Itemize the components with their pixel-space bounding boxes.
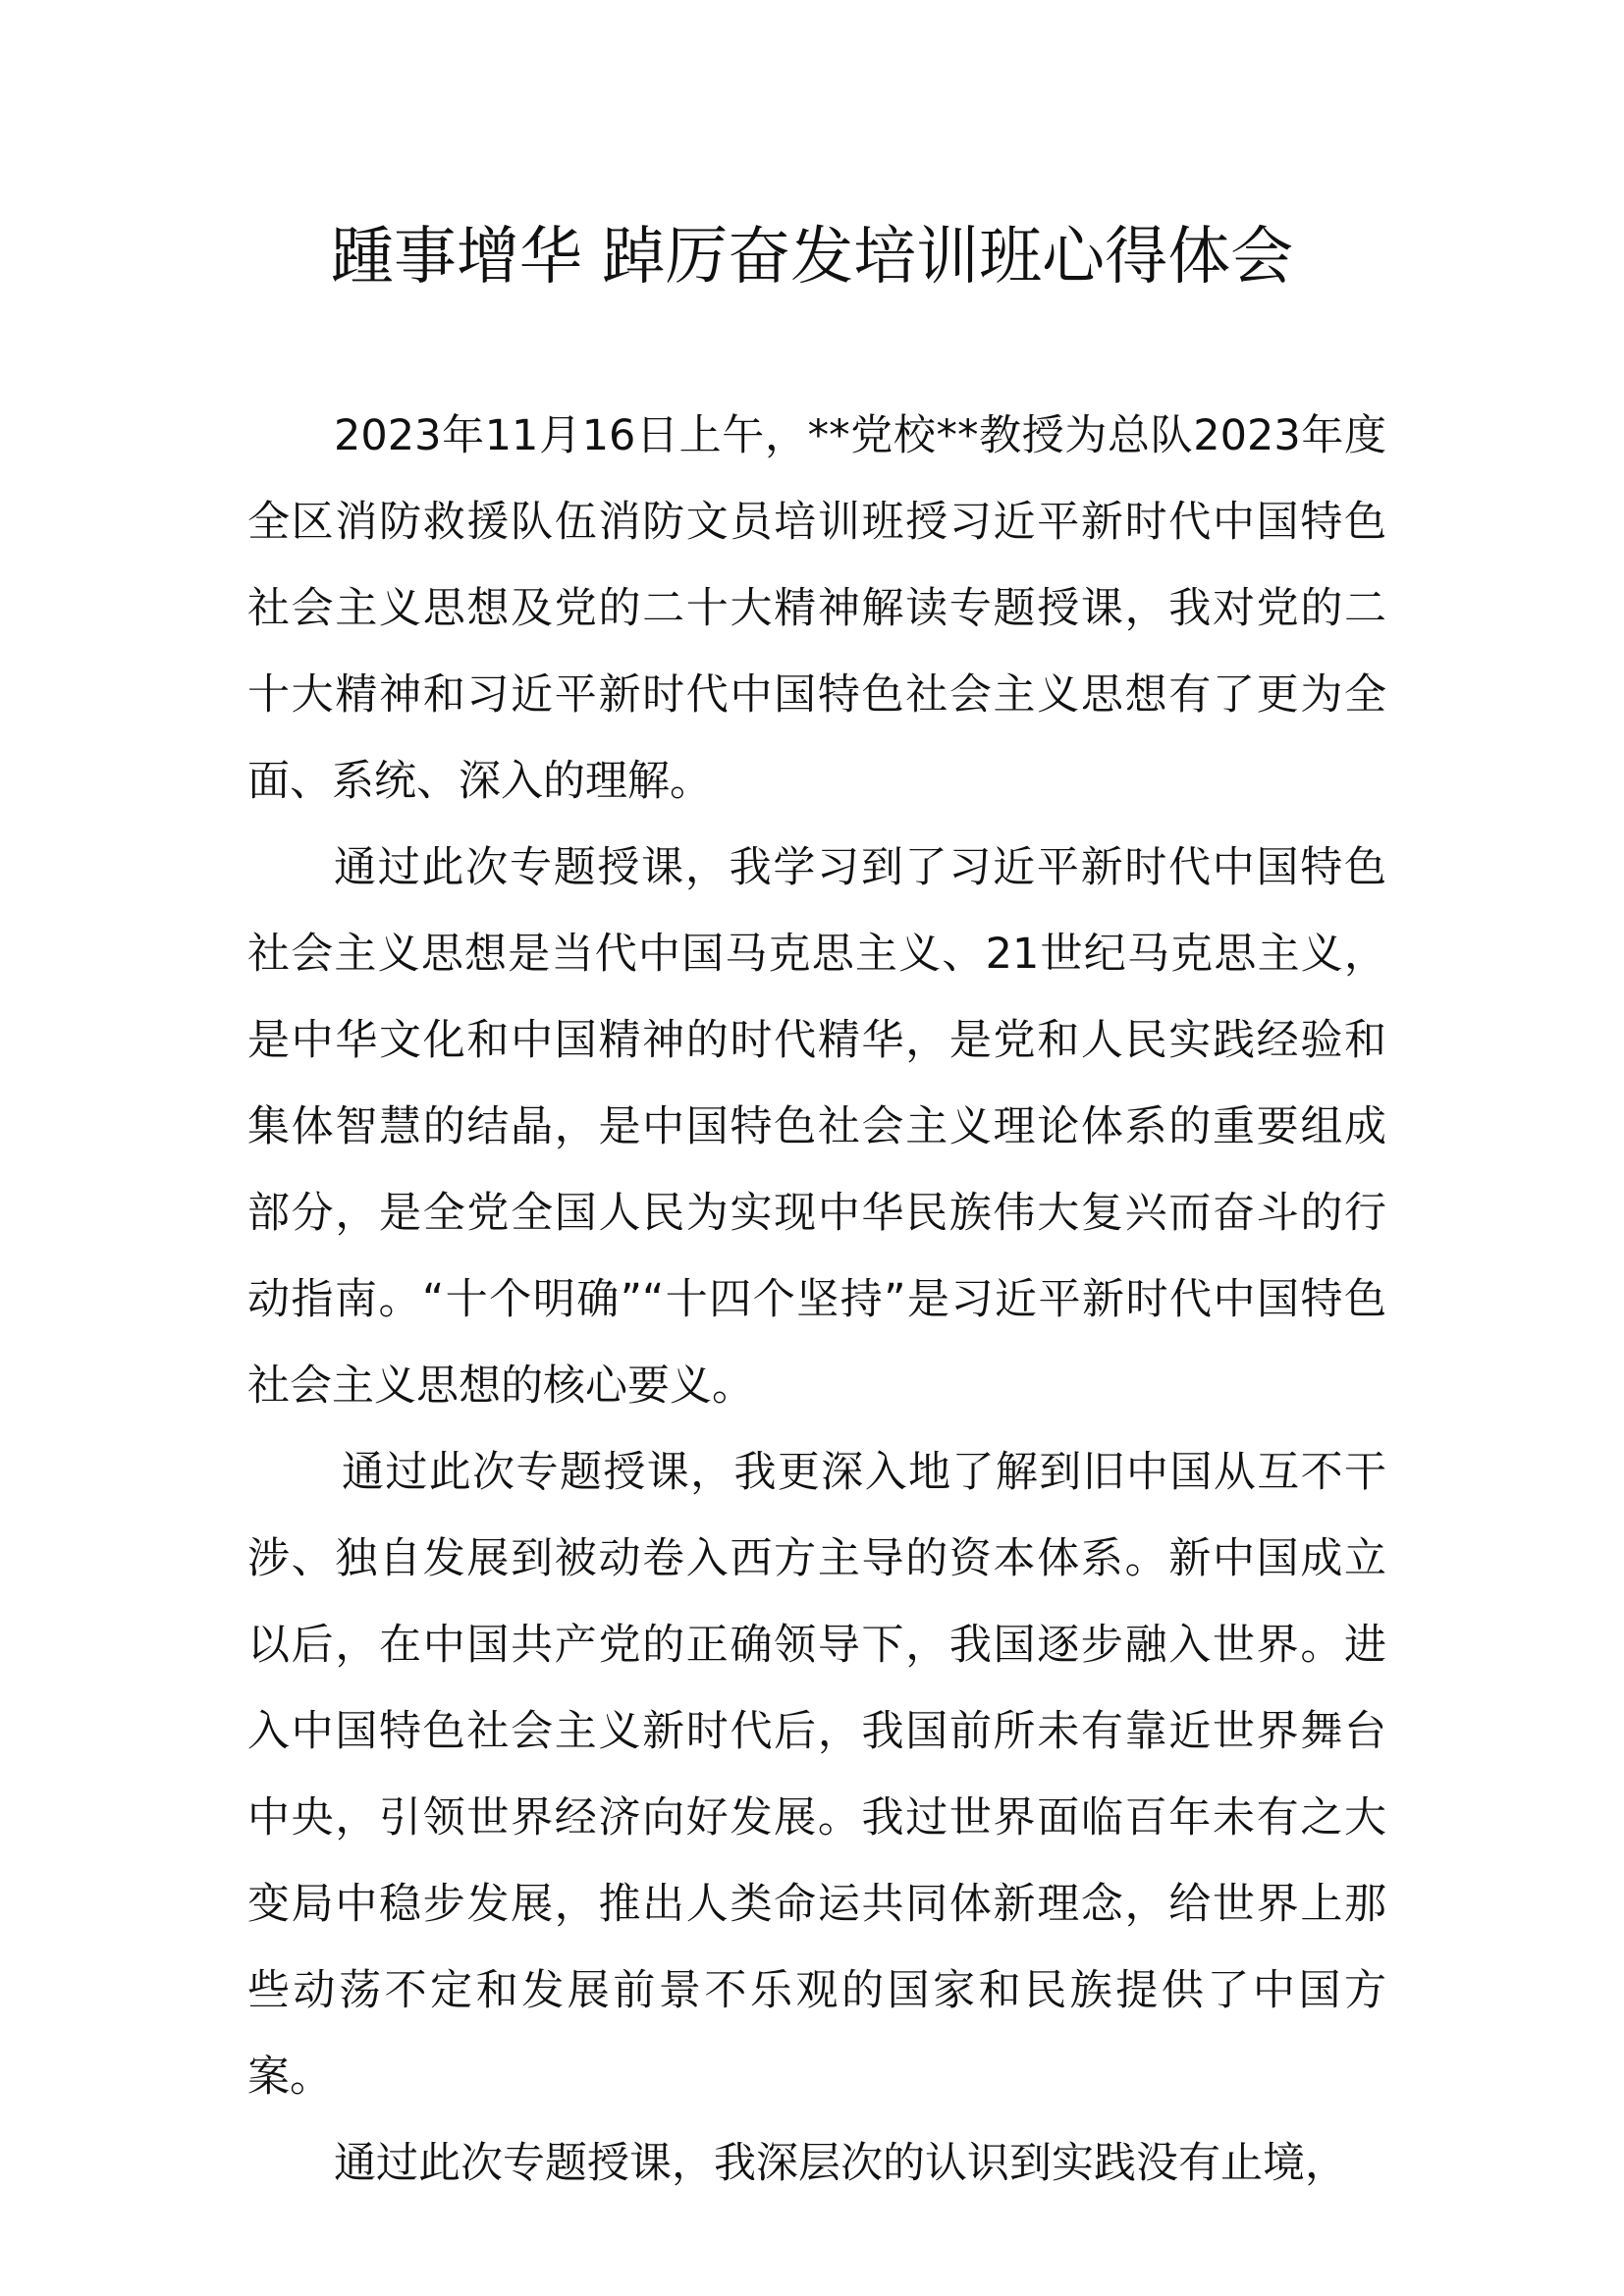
paragraph-3: 通过此次专题授课，我更深入地了解到旧中国从互不干涉、独自发展到被动卷入西方主导的资本体系。新中国成立以后，在中国共产党的正确领导下，我国逐步融入世界。进入中国特色社会主义新时代后，我国前所未有靠近世界舞台中央，引领世界经济向好发展。我过世界面临百年未有之大变局中稳步发展，推出人类命运共同体新理念，给世界上那些动荡不定和发展前景不乐观的国家和民族提供了中国方案。 — [247, 1448, 1386, 2102]
paragraph-1: 2023年11月16日上午，**党校**教授为总队2023年度全区消防救援队伍消防文员培训班授习近平新时代中国特色社会主义思想及党的二十大精神解读专题授课，我对党的二十大精神和习近平新时代中国特色社会主义思想有了更为全面、系统、深入的理解。 — [247, 411, 1386, 806]
paragraph-2: 通过此次专题授课，我学习到了习近平新时代中国特色社会主义思想是当代中国马克思主义、21世纪马克思主义，是中华文化和中国精神的时代精华，是党和人民实践经验和集体智慧的结晶，是中国特色社会主义理论体系的重要组成部分，是全党全国人民为实现中华民族伟大复兴而奋斗的行动指南。“十个明确”“十四个坚持”是习近平新时代中国特色社会主义思想的核心要义。 — [247, 843, 1386, 1411]
document-body — [247, 393, 1386, 2207]
document-title: 踵事增华 踔厉奋发培训班心得体会 — [330, 221, 1294, 294]
paragraph-4: 通过此次专题授课，我深层次的认识到实践没有止境， — [334, 2139, 1347, 2188]
